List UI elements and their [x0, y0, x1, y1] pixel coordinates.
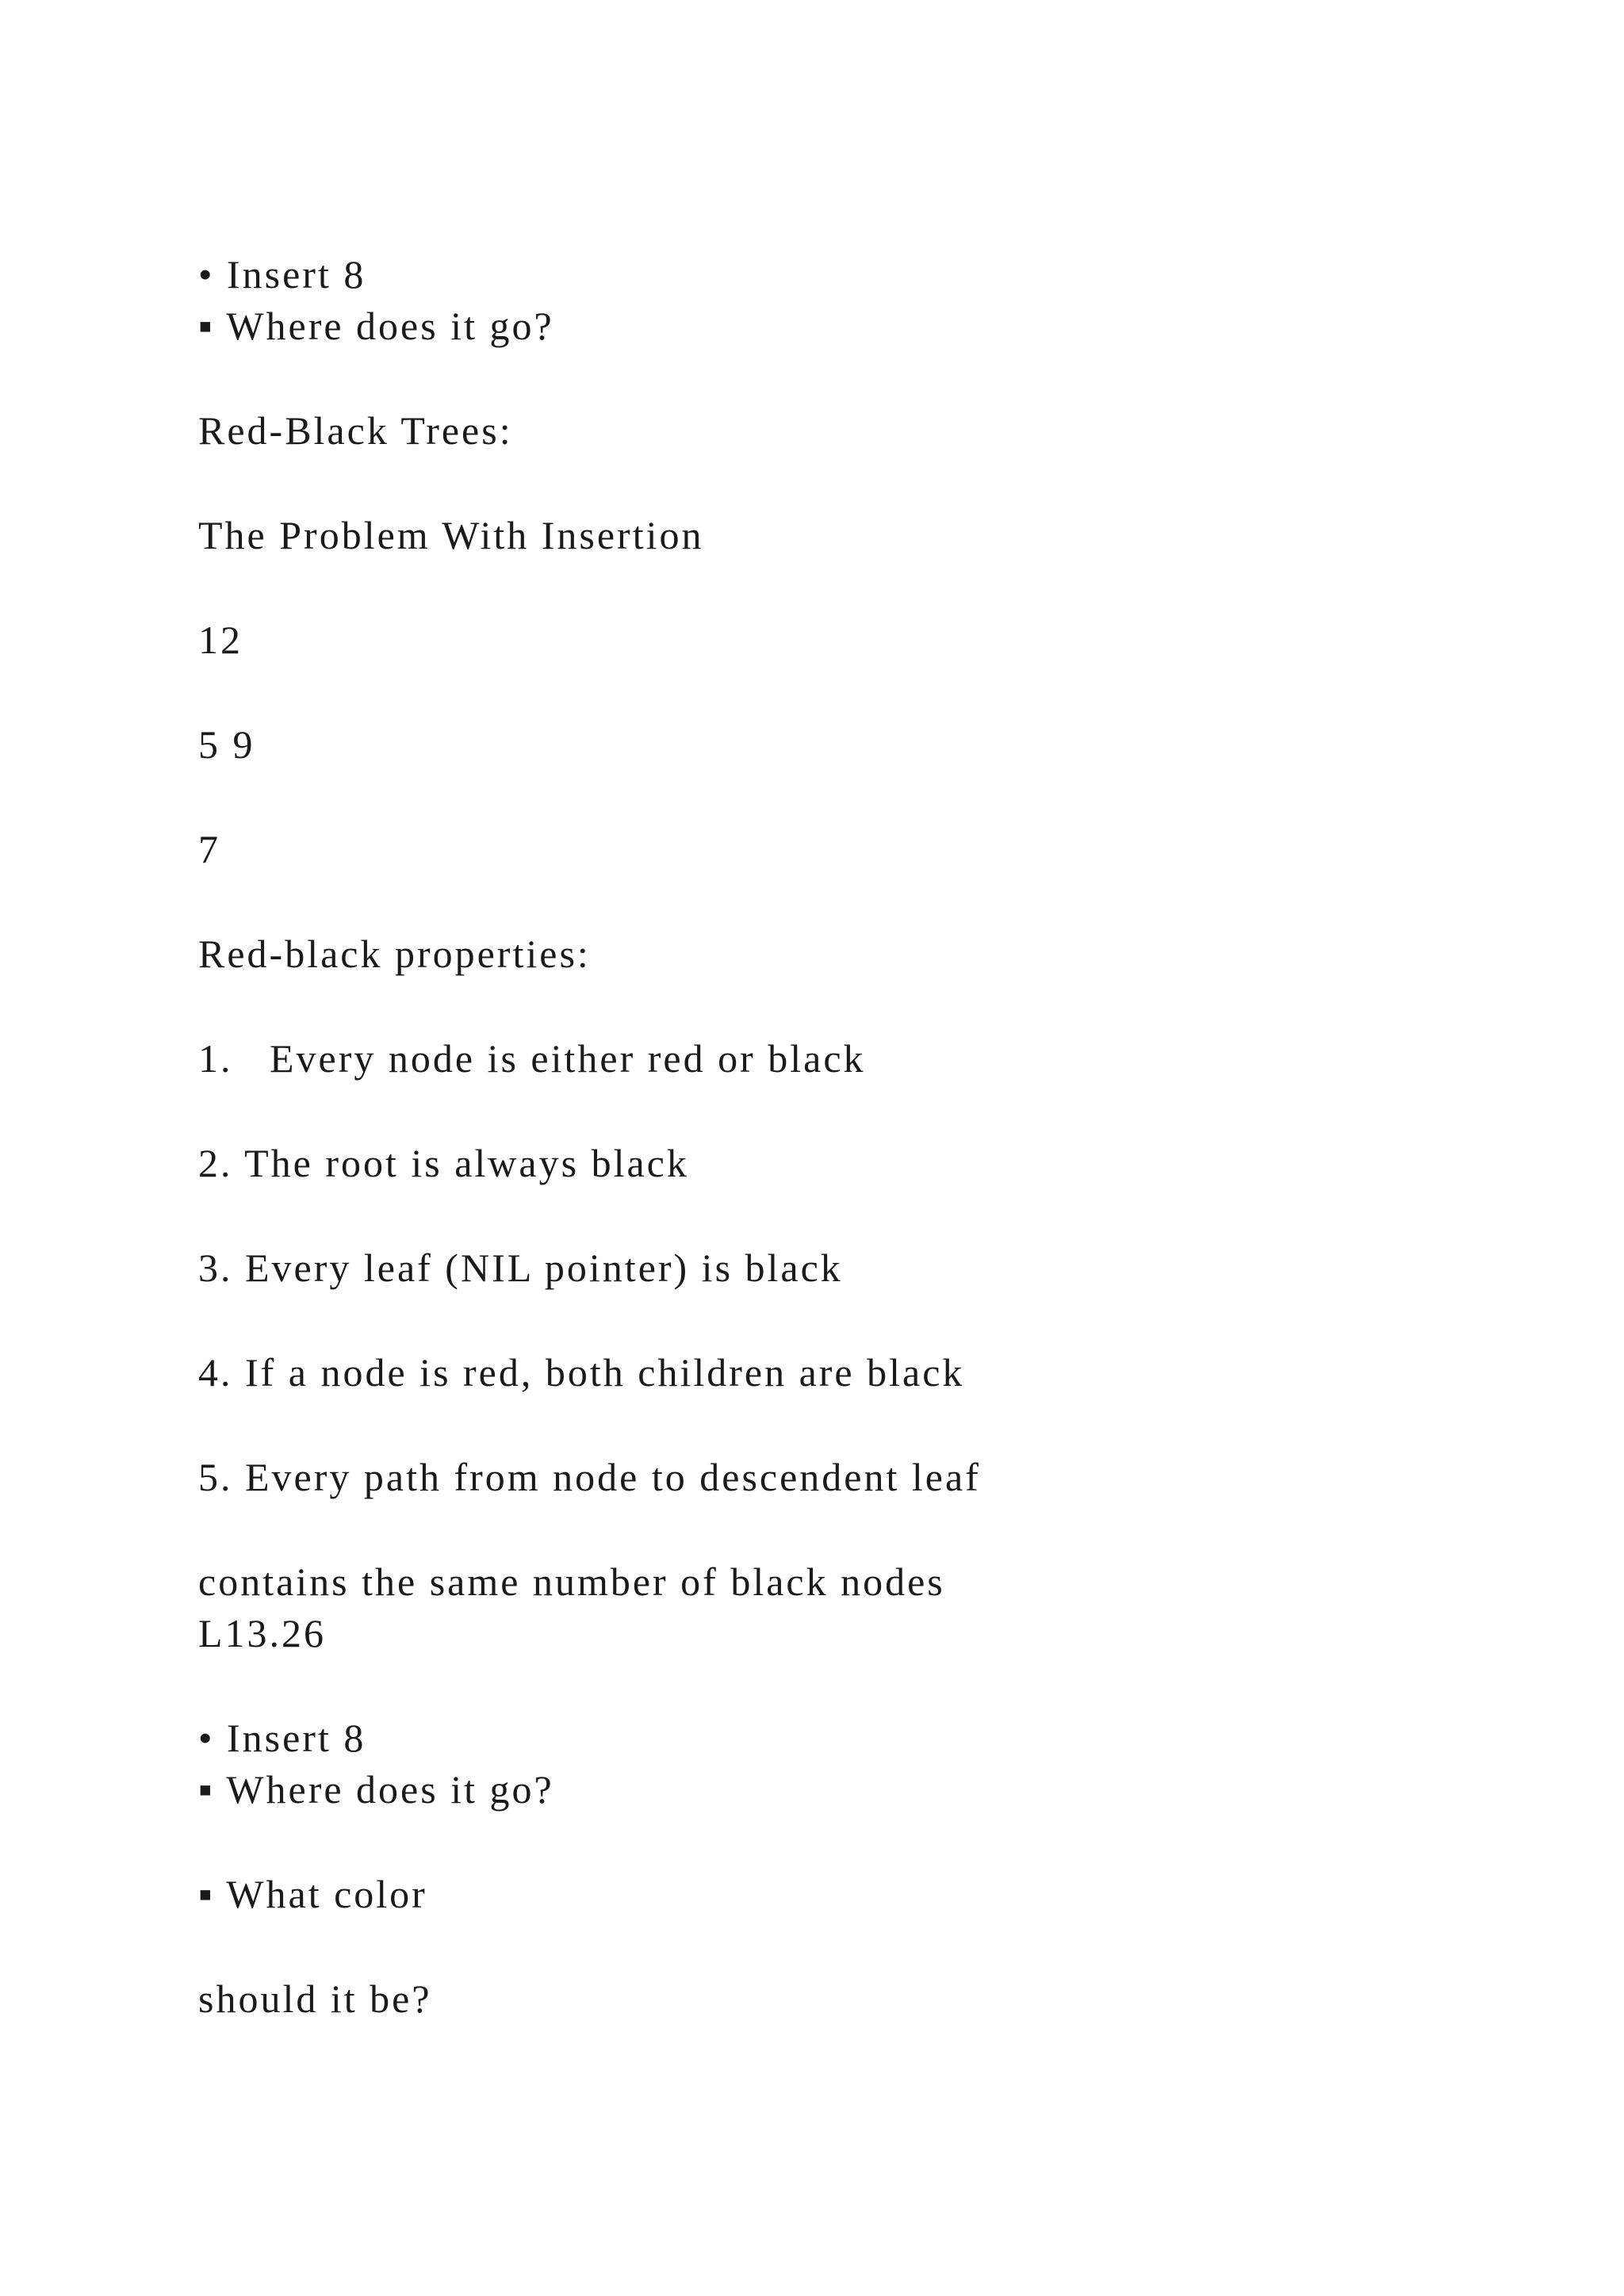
property-2: 2. The root is always black	[198, 1141, 689, 1185]
property-5: 5. Every path from node to descendent leaf	[198, 1455, 981, 1499]
subbullet-where-does-it-go: ▪ Where does it go?	[198, 304, 554, 348]
bullet-insert-8-repeat: • Insert 8	[198, 1716, 366, 1760]
subbullet-where-does-it-go-repeat: ▪ Where does it go?	[198, 1767, 554, 1812]
property-5-continued: contains the same number of black nodes	[198, 1559, 945, 1604]
tree-node-12: 12	[198, 618, 243, 662]
subbullet-what-color: ▪ What color	[198, 1872, 427, 1916]
tree-nodes-5-9: 5 9	[198, 722, 255, 767]
property-1: 1. Every node is either red or black	[198, 1036, 866, 1081]
heading-problem-with-insertion: The Problem With Insertion	[198, 513, 704, 557]
heading-red-black-trees: Red-Black Trees:	[198, 408, 513, 453]
tree-node-7: 7	[198, 827, 220, 871]
property-3: 3. Every leaf (NIL pointer) is black	[198, 1246, 843, 1290]
slide-number: L13.26	[198, 1611, 327, 1655]
what-color-continued: should it be?	[198, 1976, 432, 2021]
bullet-insert-8: • Insert 8	[198, 252, 366, 297]
properties-heading: Red-black properties:	[198, 932, 591, 976]
property-4: 4. If a node is red, both children are black	[198, 1350, 965, 1395]
